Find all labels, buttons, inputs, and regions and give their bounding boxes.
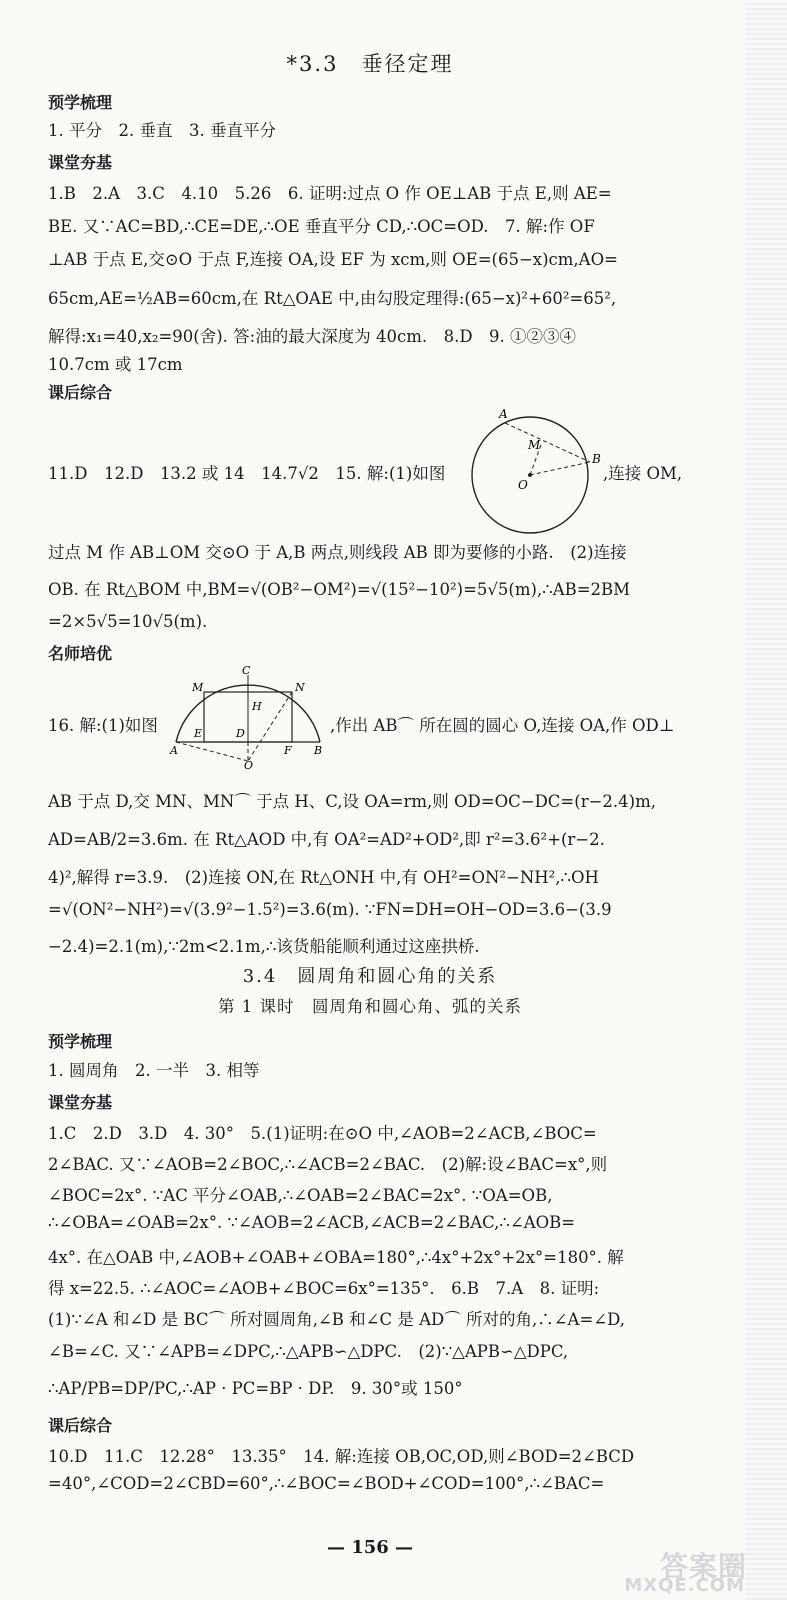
- fig2-label-f: F: [284, 744, 292, 757]
- circle-figure: [470, 405, 605, 535]
- segment-ob: [530, 462, 590, 475]
- fig2-label-m: M: [192, 681, 204, 694]
- classwork2-line-8: ∠B=∠C. 又∵∠APB=∠DPC,∴△APB∽△DPC. (2)∵△APB∽△DPC,: [48, 1342, 569, 1361]
- section-title-3-3: *3.3 垂径定理: [286, 52, 454, 76]
- fig2-label-d: D: [236, 727, 245, 740]
- excellence-line-4: 4)²,解得 r=3.9. (2)连接 ON,在 Rt△ONH 中,有 OH²=ON²−NH²,∴OH: [48, 868, 599, 887]
- classwork-line-6: 10.7cm 或 17cm: [48, 355, 183, 374]
- excellence-line-5: =√(ON²−NH²)=√(3.9²−1.5²)=3.6(m). ∵FN=DH=OH−OD=3.6−(3.9: [48, 900, 612, 919]
- arch-bridge-figure: [168, 665, 328, 770]
- homework-line-4: =2×5√5=10√5(m).: [48, 612, 208, 631]
- homework-line-1a: 11.D 12.D 13.2 或 14 14.7√2 15. 解:(1)如图: [48, 464, 446, 483]
- homework2-line-1: 10.D 11.C 12.28° 13.35° 14. 解:连接 OB,OC,OD,则∠BOD=2∠BCD: [48, 1447, 635, 1466]
- classwork-line-3: ⊥AB 于点 E,交⊙O 于点 F,连接 OA,设 EF 为 xcm,则 OE=(65−x)cm,AO=: [48, 250, 618, 269]
- homework2-line-2: =40°,∠COD=2∠CBD=60°,∴∠BOC=∠BOD+∠COD=100°,∴∠BAC=: [48, 1474, 605, 1493]
- heading-homework: 课后综合: [48, 383, 113, 402]
- classwork2-line-1: 1.C 2.D 3.D 4. 30° 5.(1)证明:在⊙O 中,∠AOB=2∠ACB,∠BOC=: [48, 1124, 597, 1143]
- classwork-line-4: 65cm,AE=½AB=60cm,在 Rt△OAE 中,由勾股定理得:(65−x)²+60²=65²,: [48, 289, 617, 308]
- excellence-line-1a: 16. 解:(1)如图: [48, 716, 158, 735]
- segment-oa: [176, 742, 248, 761]
- classwork-line-1: 1.B 2.A 3.C 4.10 5.26 6. 证明:过点 O 作 OE⊥AB 于点 E,则 AE=: [48, 184, 612, 203]
- heading-preview: 预学梳理: [48, 93, 113, 112]
- classwork2-line-9: ∴AP/PB=DP/PC,∴AP · PC=BP · DP. 9. 30°或 150°: [48, 1379, 463, 1398]
- excellence-line-1b: ,作出 AB⌒ 所在圆的圆心 O,连接 OA,作 OD⊥: [330, 716, 675, 735]
- heading-excellence: 名师培优: [48, 644, 113, 663]
- fig2-label-h: H: [252, 700, 262, 713]
- heading-homework-2: 课后综合: [48, 1416, 113, 1435]
- label-m: M: [528, 438, 541, 452]
- classwork2-line-2: 2∠BAC. 又∵∠AOB=2∠BOC,∴∠ACB=2∠BAC. (2)解:设∠BAC=x°,则: [48, 1155, 608, 1174]
- fig2-label-a: A: [170, 744, 178, 757]
- lesson-subtitle: 第 1 课时 圆周角和圆心角、弧的关系: [218, 997, 522, 1016]
- classwork-line-2: BE. 又∵AC=BD,∴CE=DE,∴OE 垂直平分 CD,∴OC=OD. 7. 解:作 OF: [48, 217, 595, 236]
- excellence-line-2: AB 于点 D,交 MN、MN⌒ 于点 H、C,设 OA=rm,则 OD=OC−DC=(r−2.4)m,: [48, 792, 656, 811]
- fig2-label-e: E: [194, 727, 203, 740]
- page-number: — 156 —: [326, 1537, 414, 1558]
- fig2-label-n: N: [295, 681, 305, 694]
- homework-line-1b: ,连接 OM,: [603, 464, 683, 483]
- classwork2-line-7: (1)∵∠A 和∠D 是 BC⌒ 所对圆周角,∠B 和∠C 是 AD⌒ 所对的角,∴∠A=∠D,: [48, 1310, 625, 1329]
- heading-classwork: 课堂夯基: [48, 153, 113, 172]
- section-title-3-4: 3.4 圆周角和圆心角的关系: [242, 966, 498, 987]
- watermark-url: MXQE.COM: [624, 1575, 745, 1596]
- label-a: A: [499, 407, 508, 421]
- preview-answers: 1. 平分 2. 垂直 3. 垂直平分: [48, 121, 276, 140]
- label-o: O: [518, 478, 528, 492]
- preview-answers-2: 1. 圆周角 2. 一半 3. 相等: [48, 1061, 260, 1080]
- fig2-label-b: B: [314, 744, 323, 757]
- classwork-line-5: 解得:x₁=40,x₂=90(舍). 答:油的最大深度为 40cm. 8.D 9. ①②③④: [48, 327, 577, 346]
- heading-preview-2: 预学梳理: [48, 1032, 113, 1051]
- classwork2-line-5: 4x°. 在△OAB 中,∠AOB+∠OAB+∠OBA=180°,∴4x°+2x°+2x°=180°. 解: [48, 1248, 624, 1267]
- homework-line-3: OB. 在 Rt△BOM 中,BM=√(OB²−OM²)=√(15²−10²)=5√5(m),∴AB=2BM: [48, 580, 631, 599]
- classwork2-line-6: 得 x=22.5. ∴∠AOC=∠AOB+∠BOC=6x°=135°. 6.B 7.A 8. 证明:: [48, 1279, 600, 1298]
- page-edge-texture: [745, 0, 787, 1600]
- excellence-line-6: −2.4)=2.1(m),∵2m<2.1m,∴该货船能顺利通过这座拱桥.: [48, 937, 480, 956]
- label-b: B: [592, 452, 601, 466]
- fig2-label-o: O: [244, 759, 254, 770]
- point-o: [528, 473, 532, 477]
- watermark-logo: 答案圈: [659, 1550, 747, 1583]
- fig2-label-c: C: [242, 665, 251, 677]
- excellence-line-3: AD=AB/2=3.6m. 在 Rt△AOD 中,有 OA²=AD²+OD²,即 r²=3.6²+(r−2.: [48, 830, 605, 849]
- heading-classwork-2: 课堂夯基: [48, 1093, 113, 1112]
- classwork2-line-4: ∴∠OBA=∠OAB=2x°. ∵∠AOB=2∠ACB,∠ACB=2∠BAC,∴∠AOB=: [48, 1213, 576, 1232]
- classwork2-line-3: ∠BOC=2x°. ∵AC 平分∠OAB,∴∠OAB=2∠BAC=2x°. ∵OA=OB,: [48, 1186, 553, 1205]
- homework-line-2: 过点 M 作 AB⊥OM 交⊙O 于 A,B 两点,则线段 AB 即为要修的小路. (2)连接: [48, 543, 627, 562]
